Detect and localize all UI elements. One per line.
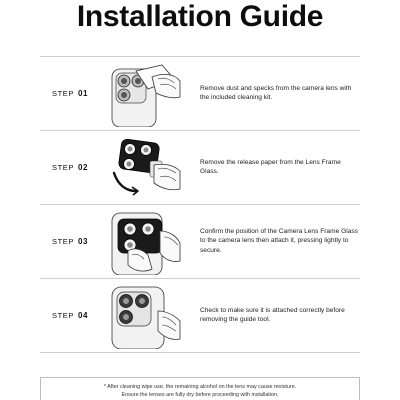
step-number: 03 (78, 236, 89, 246)
step-01-illustration (108, 59, 184, 127)
step-description: Confirm the position of the Camera Lens Frame Glass to the camera lens then attach it, pressing lightly to secure. (200, 227, 358, 254)
step-prefix: STEP (52, 310, 74, 320)
step-label (52, 131, 88, 203)
step-prefix: STEP (52, 88, 74, 98)
step-number: 02 (78, 162, 89, 172)
step-label (52, 57, 88, 129)
divider (40, 352, 360, 353)
step-01 (40, 57, 360, 129)
step-number: 01 (78, 88, 89, 98)
step-04-illustration (108, 281, 184, 349)
step-number: 04 (78, 310, 89, 320)
step-description: Check to make sure it is attached correctly before removing the guide tool. (200, 306, 345, 323)
step-prefix: STEP (52, 236, 74, 246)
page-title: Installation Guide (76, 0, 324, 33)
step-description: Remove dust and specks from the camera lens with the included cleaning kit. (200, 84, 352, 101)
step-04 (40, 279, 360, 351)
step-02 (40, 131, 360, 203)
step-02-illustration (108, 133, 184, 201)
step-03 (40, 205, 360, 277)
step-description: Remove the release paper from the Lens Frame Glass. (200, 158, 341, 175)
step-label (52, 205, 88, 277)
step-03-illustration (108, 207, 184, 275)
step-label (52, 279, 88, 351)
note-line: * After cleaning wipe use, the remaining alcohol on the lens may cause moisture. (103, 384, 297, 390)
step-prefix: STEP (52, 162, 74, 172)
note-line: Ensure the lenses are fully dry before proceeding with installation. (121, 392, 279, 398)
caution-note (40, 377, 360, 400)
